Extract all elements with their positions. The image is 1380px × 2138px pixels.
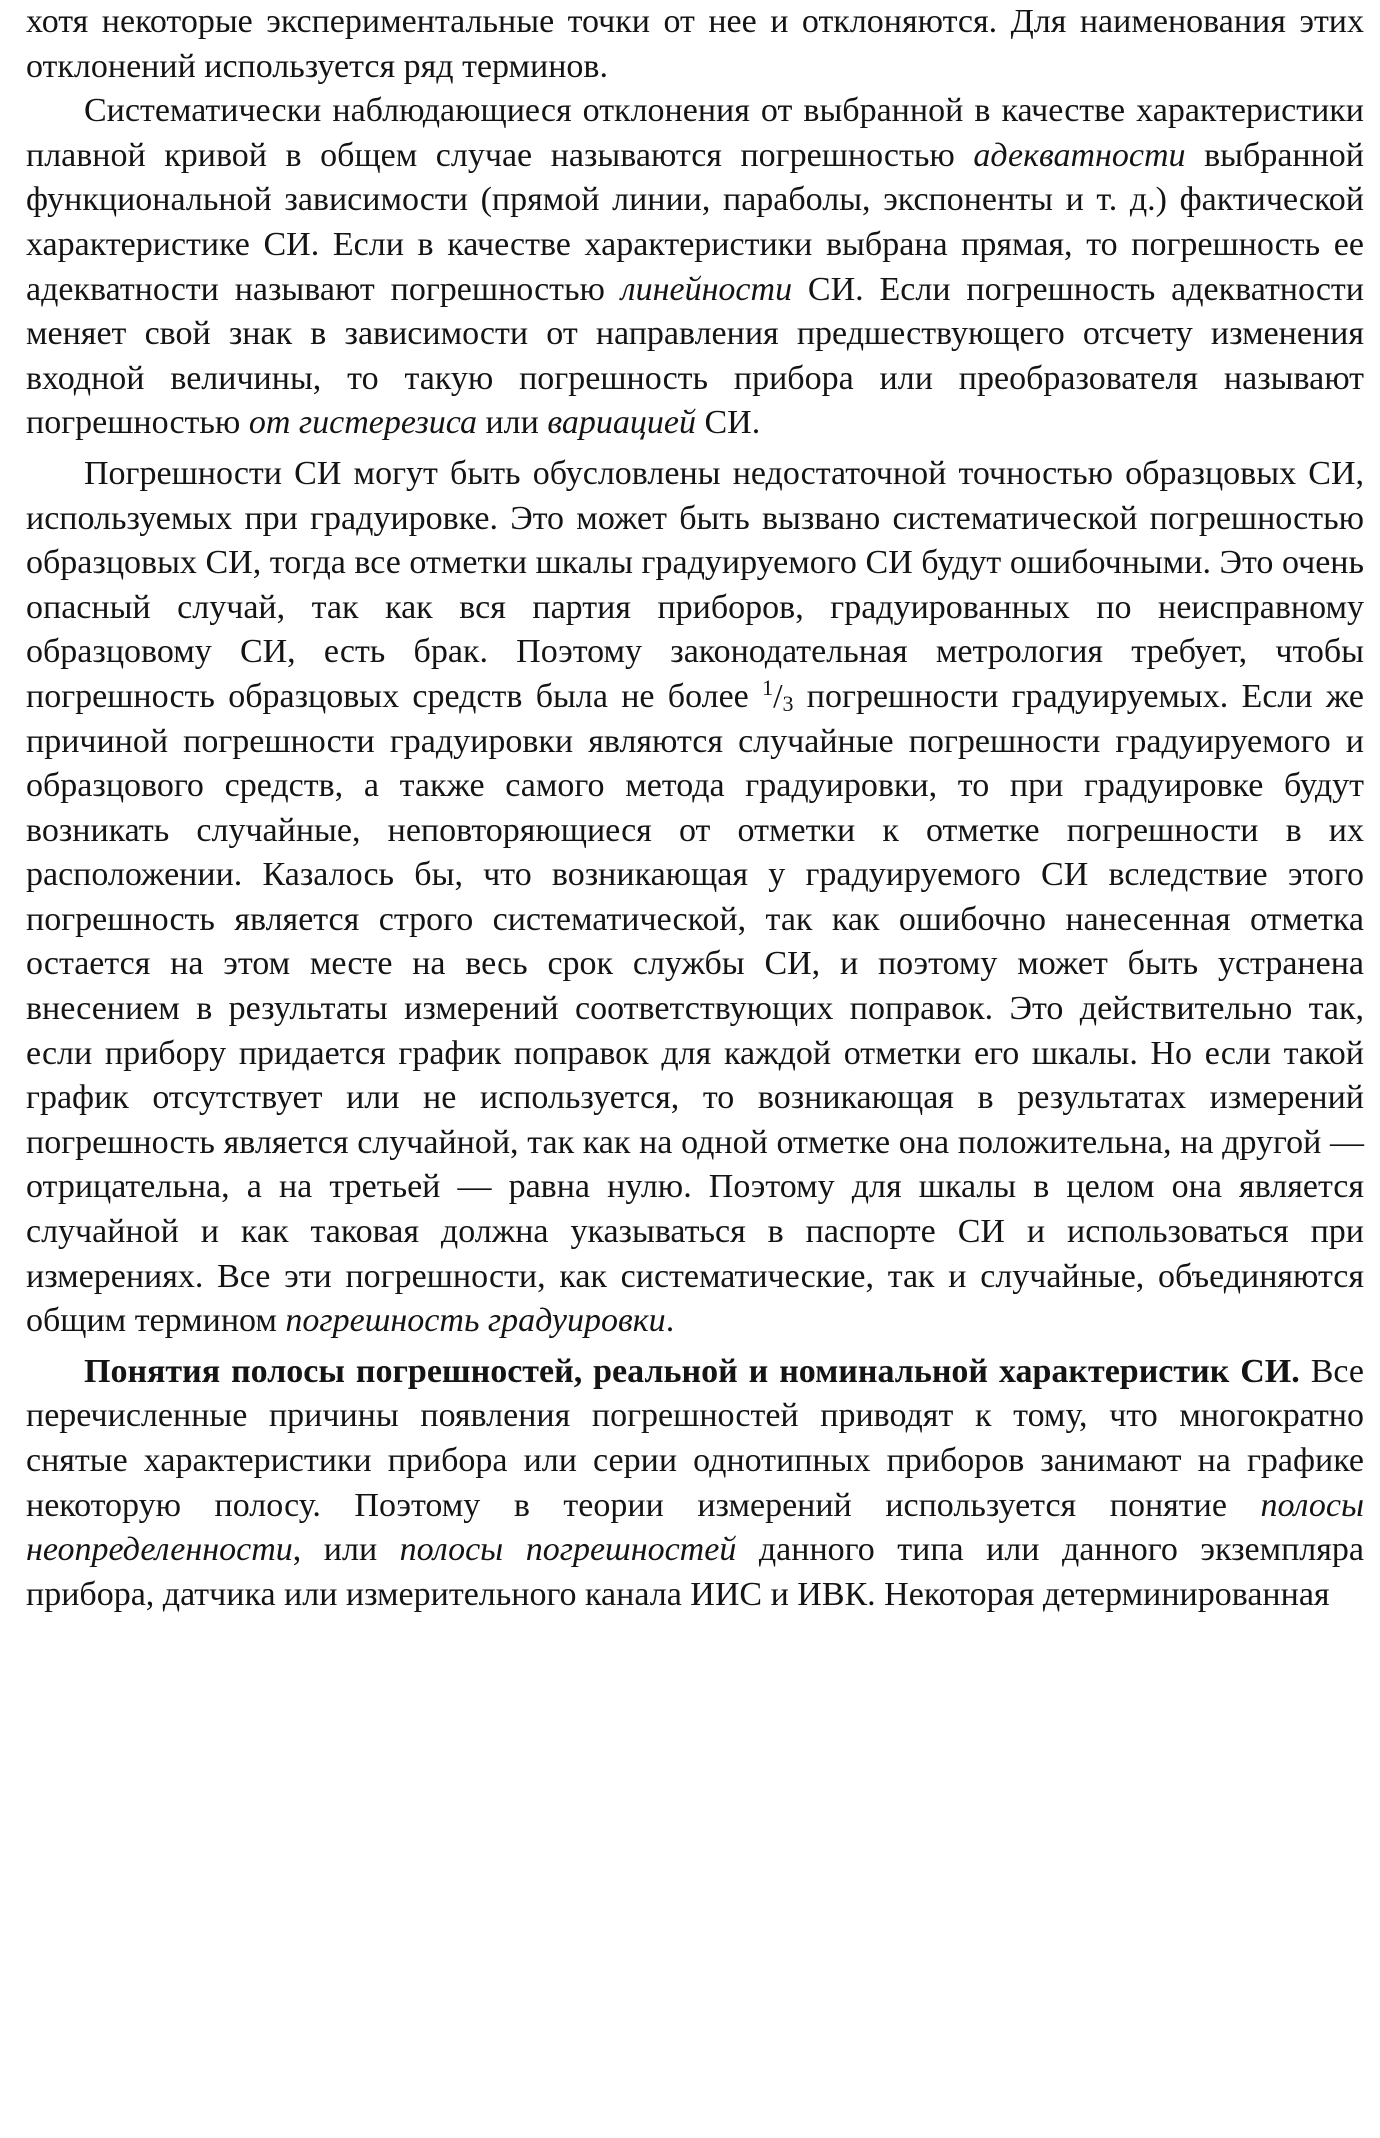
text-segment: выбранной функциональной зависимости (прямой линии, параболы, экспоненты и т. д.) фактической характеристике СИ. Если в качестве характеристики выбрана прямая, то погрешность ее адекватности называют погрешностью <box>26 136 1364 308</box>
text-segment: или <box>476 404 548 442</box>
text-segment: хотя некоторые экспериментальные точки от нее и отклоняются. Для наименования этих отклонений используется ряд терминов. <box>26 3 1364 85</box>
text-segment: погрешности градуируемых. Если же причиной погрешности градуировки являются случайные погрешности градуируемого и образцового средств, а также самого метода градуировки, то при градуировке будут возникать случайные, неповторяющиеся от отметки к отметке погрешности в их расположении. Казалось бы, что возникающая у градуируемого СИ вследствие этого погрешность является строго систематической, так как ошибочно нанесенная отметка остается на этом месте на весь срок службы СИ, и поэтому может быть устранена внесением в результаты измерений соответствующих поправок. Это действительно так, если прибору придается график поправок для каждой отметки его шкалы. Но если такой график отсутствует или не используется, то возникающая в результатах измерений погрешность является случайной, так как на одной отметке она положительна, на другой — отрицательна, а на третьей — равна нулю. Поэтому для шкалы в целом она является случайной и как таковая должна указываться в паспорте СИ и использоваться при измерениях. Все эти погрешности, как систематические, так и случайные, объединяются общим термином <box>26 677 1364 1340</box>
term-adequacy: адекватности <box>973 136 1186 174</box>
text-segment: СИ. Если погрешность адекватности меняет свой знак в зависимости от направления предшествующего отсчету изменения входной величины, то такую погрешность прибора или преобразователя называют погрешностью <box>26 270 1364 442</box>
text-segment: Погрешности СИ могут быть обусловлены недостаточной точностью образцовых СИ, используемых при градуировке. Это может быть вызвано систематической погрешностью образцовых СИ, тогда все отметки шкалы градуируемого СИ будут ошибочными. Это очень опасный случай, так как вся партия приборов, градуированных по неисправному образцовому СИ, есть брак. Поэтому законодательная метрология требует, чтобы погрешность образцовых средств была не более <box>26 454 1364 715</box>
text-segment: данного типа или данного экземпляра прибора, датчика или измерительного канала ИИС и ИВК. Некоторая детерминированная <box>26 1531 1365 1613</box>
paragraph-2 <box>26 89 1364 446</box>
paragraph-1 <box>26 0 1364 89</box>
fraction-one-third <box>762 674 794 716</box>
term-calibration-error: погрешность градуировки <box>285 1302 666 1340</box>
term-linearity: линейности <box>620 270 793 308</box>
paragraph-4 <box>26 1350 1364 1618</box>
section-heading: Понятия полосы погрешностей, реальной и номинальной характеристик СИ. <box>84 1352 1300 1390</box>
paragraph-3 <box>26 452 1364 1344</box>
text-segment: Систематически наблюдающиеся отклонения от выбранной в качестве характеристики плавной кривой в общем случае называются погрешностью <box>26 92 1364 174</box>
fraction-numerator: 1 <box>762 674 774 700</box>
term-error-band: полосы погрешностей <box>399 1531 737 1569</box>
term-uncertainty-band: полосы неопределенности <box>26 1486 1364 1569</box>
text-segment: . <box>665 1302 675 1340</box>
term-hysteresis: от гистерезиса <box>248 404 477 442</box>
text-segment: СИ. <box>695 404 761 442</box>
text-segment: Все перечисленные причины появления погрешностей приводят к тому, что многократно снятые характеристики прибора или серии однотипных приборов занимают на графике некоторую полосу. Поэтому в теории измерений используется понятие <box>26 1352 1364 1524</box>
text-segment: , или <box>292 1531 400 1569</box>
fraction-denominator: 3 <box>782 690 794 716</box>
fraction-slash: / <box>773 677 783 715</box>
term-variation: вариацией <box>547 404 696 442</box>
